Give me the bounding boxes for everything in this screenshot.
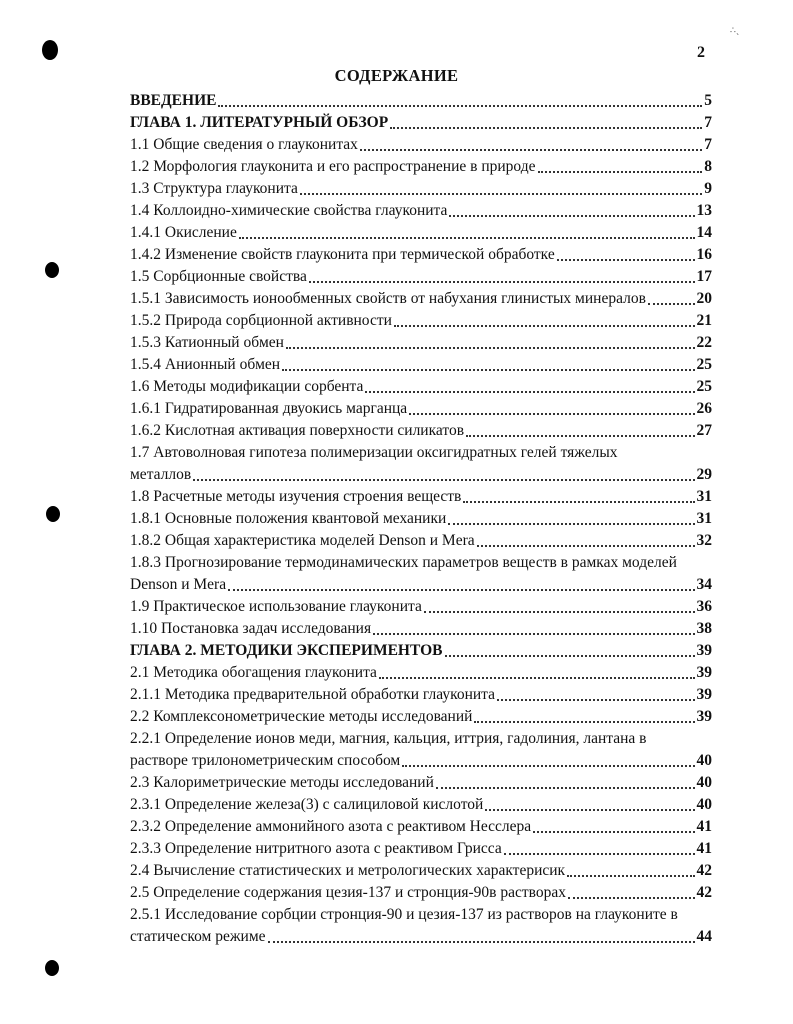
toc-page-number: 36 xyxy=(696,598,712,615)
toc-entry-text: 1.2 Морфология глауконита и его распространение в природе xyxy=(130,158,536,175)
toc-page-number: 34 xyxy=(696,576,712,593)
toc-entry-text: 2.2.1 Определение ионов меди, магния, кальция, иттрия, гадолиния, лантана в xyxy=(130,730,647,747)
dot-leader xyxy=(390,127,702,129)
toc-entry xyxy=(130,156,712,178)
toc-entry-text: 1.5.3 Катионный обмен xyxy=(130,334,284,351)
dot-leader xyxy=(474,721,694,723)
toc-entry xyxy=(130,662,712,684)
dot-leader xyxy=(557,259,695,261)
toc-page-number: 14 xyxy=(696,224,712,241)
toc-entry xyxy=(130,398,712,420)
toc-entry-text: 1.5 Сорбционные свойства xyxy=(130,268,307,285)
toc-entry-text: 1.4 Коллоидно-химические свойства глауконита xyxy=(130,202,448,219)
toc-entry xyxy=(130,244,712,266)
dot-leader xyxy=(373,633,694,635)
toc-entry xyxy=(130,706,712,728)
toc-page-number: 9 xyxy=(704,180,712,197)
toc-page-number: 39 xyxy=(696,642,712,659)
toc-entry xyxy=(130,882,712,904)
toc-page-number: 25 xyxy=(696,356,712,373)
toc-entry-text: ГЛАВА 1. ЛИТЕРАТУРНЫЙ ОБЗОР xyxy=(130,114,389,131)
toc-page-number: 25 xyxy=(696,378,712,395)
toc-entry-text: металлов xyxy=(130,466,192,483)
toc-entry-text: 1.8 Расчетные методы изучения строения веществ xyxy=(130,488,462,505)
dot-leader xyxy=(497,699,695,701)
toc-entry-text: 2.1 Методика обогащения глауконита xyxy=(130,664,377,681)
toc-entry-text: 1.1 Общие сведения о глауконитах xyxy=(130,136,358,153)
toc-entry xyxy=(130,838,712,860)
toc-entry-text: 2.3.3 Определение нитритного азота с реактивом Грисса xyxy=(130,840,502,857)
toc-page-number: 40 xyxy=(696,796,712,813)
toc-entry-text: растворе трилонометрическим способом xyxy=(130,752,401,769)
toc-entry-text: 1.4.1 Окисление xyxy=(130,224,237,241)
toc-entry xyxy=(130,332,712,354)
dot-leader xyxy=(568,897,695,899)
toc-page-number: 5 xyxy=(704,92,712,109)
toc-page-number: 17 xyxy=(696,268,712,285)
toc-entry xyxy=(130,310,712,332)
dot-leader xyxy=(218,105,702,107)
dot-leader xyxy=(466,435,694,437)
page-number: 2 xyxy=(697,44,705,61)
toc-entry-text: 1.3 Структура глауконита xyxy=(130,180,298,197)
toc-entry-text: 2.3 Калориметрические методы исследований xyxy=(130,774,434,791)
toc-entry-text: 1.6 Методы модификации сорбента xyxy=(130,378,364,395)
toc-entry-text: 1.8.2 Общая характеристика моделей Denson и Mera xyxy=(130,532,475,549)
toc-entry xyxy=(130,222,712,244)
toc-entry xyxy=(130,464,712,486)
toc-entry xyxy=(130,530,712,552)
dot-leader xyxy=(477,545,695,547)
toc-entry-text: ВВЕДЕНИЕ xyxy=(130,92,217,109)
dot-leader xyxy=(300,193,702,195)
toc-entry xyxy=(130,134,712,156)
dot-leader xyxy=(282,369,694,371)
dot-leader xyxy=(409,413,694,415)
toc-entry-text: 1.9 Практическое использование глауконита xyxy=(130,598,422,615)
toc-page-number: 39 xyxy=(696,686,712,703)
toc-page-number: 21 xyxy=(696,312,712,329)
toc-entry xyxy=(130,794,712,816)
toc-page-number: 42 xyxy=(696,862,712,879)
toc-entry-text: 1.8.1 Основные положения квантовой механики xyxy=(130,510,447,527)
toc-page-number: 31 xyxy=(696,510,712,527)
toc-entry xyxy=(130,816,712,838)
toc-page-number: 31 xyxy=(696,488,712,505)
dot-leader xyxy=(286,347,695,349)
toc-page-number: 8 xyxy=(704,158,712,175)
toc-entry xyxy=(130,354,712,376)
dot-leader xyxy=(538,171,703,173)
toc-page-number: 41 xyxy=(696,818,712,835)
toc-page-number: 26 xyxy=(696,400,712,417)
dot-leader xyxy=(193,479,694,481)
toc-entry xyxy=(130,178,712,200)
toc-entry xyxy=(130,508,712,530)
dot-leader xyxy=(228,589,694,591)
toc-page-number: 39 xyxy=(696,708,712,725)
toc-entry-text: 1.10 Постановка задач исследования xyxy=(130,620,372,637)
toc-page-number: 7 xyxy=(704,136,712,153)
toc-entry-text: 2.3.1 Определение железа(3) с салициловой кислотой xyxy=(130,796,484,813)
toc-entry xyxy=(130,288,712,310)
dot-leader xyxy=(424,611,695,613)
toc-entry-text: 1.5.1 Зависимость ионообменных свойств от набухания глинистых минералов xyxy=(130,290,646,307)
toc-entry xyxy=(130,618,712,640)
dot-leader xyxy=(379,677,695,679)
dot-leader xyxy=(504,853,695,855)
toc-page-number: 16 xyxy=(696,246,712,263)
toc-entry xyxy=(130,420,712,442)
toc-entry-text: 2.5 Определение содержания цезия-137 и стронция-90в растворах xyxy=(130,884,566,901)
toc-entry-text: 2.2 Комплексонометрические методы исследований xyxy=(130,708,473,725)
toc-page-number: 39 xyxy=(696,664,712,681)
toc-entry-text: 2.4 Вычисление статистических и метрологических характерисик xyxy=(130,862,566,879)
toc-entry xyxy=(130,684,712,706)
toc-page-number: 7 xyxy=(704,114,712,131)
toc-entry xyxy=(130,266,712,288)
toc-page-number: 40 xyxy=(696,774,712,791)
toc-entry-text: 2.3.2 Определение аммонийного азота с реактивом Несслера xyxy=(130,818,532,835)
page-title: СОДЕРЖАНИЕ xyxy=(334,66,459,85)
toc-entry-text: 1.8.3 Прогнозирование термодинамических параметров веществ в рамках моделей xyxy=(130,554,677,571)
toc-page-number: 38 xyxy=(696,620,712,637)
toc-entry xyxy=(130,772,712,794)
toc-entry xyxy=(130,860,712,882)
toc-page-number: 42 xyxy=(696,884,712,901)
toc-entry-text: 1.5.2 Природа сорбционной активности xyxy=(130,312,392,329)
toc-entry xyxy=(130,200,712,222)
dot-leader xyxy=(360,149,702,151)
toc-entry xyxy=(130,926,712,948)
toc-entry-text: 2.1.1 Методика предварительной обработки глауконита xyxy=(130,686,495,703)
dot-leader xyxy=(448,523,694,525)
toc-entry xyxy=(130,486,712,508)
dot-leader xyxy=(394,325,695,327)
toc-entry-text: статическом режиме xyxy=(130,928,266,945)
toc-entry xyxy=(130,376,712,398)
dot-leader xyxy=(436,787,695,789)
toc-entry-text: ГЛАВА 2. МЕТОДИКИ ЭКСПЕРИМЕНТОВ xyxy=(130,642,443,659)
toc-entry xyxy=(130,750,712,772)
toc-entry xyxy=(130,574,712,596)
toc-page-number: 27 xyxy=(696,422,712,439)
toc-page-number: 29 xyxy=(696,466,712,483)
dot-leader xyxy=(309,281,695,283)
toc-entry xyxy=(130,90,712,112)
toc-entry-text: 2.5.1 Исследование сорбции стронция-90 и цезия-137 из растворов на глауконите в xyxy=(130,906,678,923)
toc-page-number: 40 xyxy=(696,752,712,769)
toc-entry xyxy=(130,112,712,134)
dot-leader xyxy=(445,655,695,657)
toc-entry-text: 1.6.2 Кислотная активация поверхности силикатов xyxy=(130,422,465,439)
toc-entry xyxy=(130,640,712,662)
dot-leader xyxy=(567,875,694,877)
toc-entry-text: 1.7 Автоволновая гипотеза полимеризации оксигидратных гелей тяжелых xyxy=(130,444,618,461)
dot-leader xyxy=(449,215,694,217)
toc-entry-text: 1.6.1 Гидратированная двуокись марганца xyxy=(130,400,408,417)
toc-entry-text: 1.5.4 Анионный обмен xyxy=(130,356,281,373)
corner-mark: ∴ˎ xyxy=(730,26,741,36)
dot-leader xyxy=(648,303,695,305)
dot-leader xyxy=(533,831,694,833)
dot-leader xyxy=(239,237,695,239)
toc-page-number: 44 xyxy=(696,928,712,945)
toc-entry-text: 1.4.2 Изменение свойств глауконита при термической обработке xyxy=(130,246,555,263)
dot-leader xyxy=(402,765,694,767)
toc-page-number: 20 xyxy=(696,290,712,307)
toc-page-number: 22 xyxy=(696,334,712,351)
toc-page-number: 32 xyxy=(696,532,712,549)
toc-entry xyxy=(130,596,712,618)
dot-leader xyxy=(485,809,694,811)
dot-leader xyxy=(463,501,694,503)
toc-page-number: 41 xyxy=(696,840,712,857)
dot-leader xyxy=(268,941,695,943)
toc-page-number: 13 xyxy=(696,202,712,219)
dot-leader xyxy=(365,391,694,393)
toc-entry-text: Denson и Mera xyxy=(130,576,227,593)
